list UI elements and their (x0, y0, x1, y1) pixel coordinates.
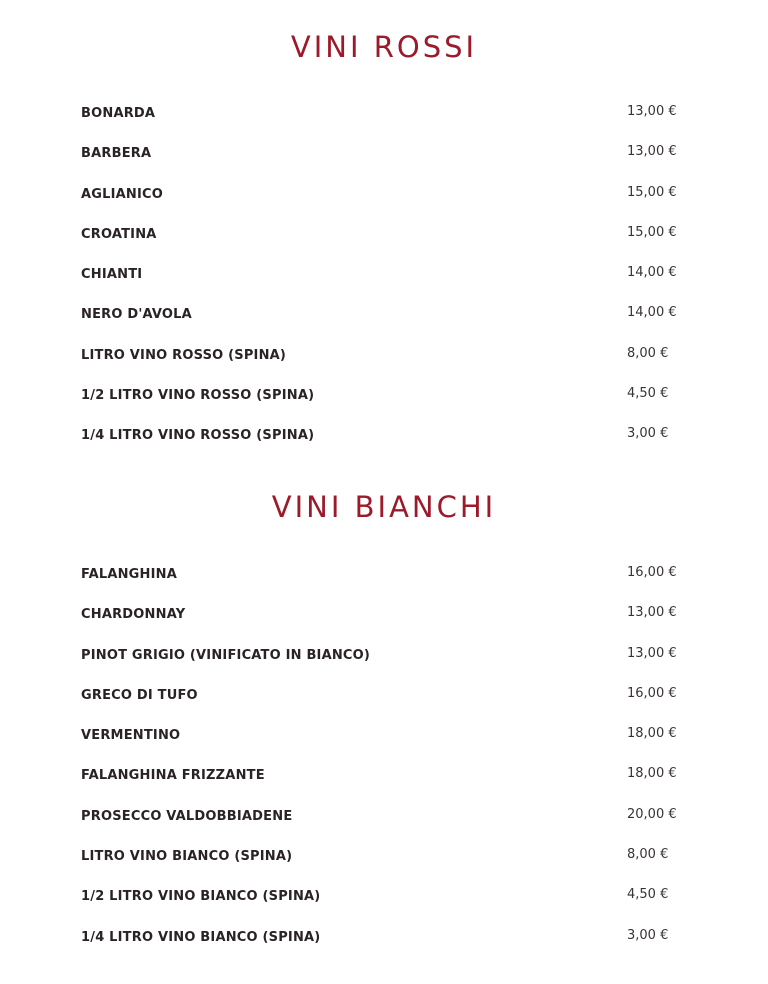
list-item (0, 845, 768, 885)
list-item (0, 563, 768, 603)
list-item (0, 424, 768, 464)
list-item (0, 805, 768, 845)
wine-name: BONARDA (81, 106, 156, 121)
wine-name: 1/4 LITRO VINO ROSSO (SPINA) (81, 428, 315, 444)
list-item (0, 183, 768, 223)
wine-name: GRECO DI TUFO (81, 687, 198, 703)
wine-price: 8,00 € (627, 345, 669, 361)
list-item (0, 764, 768, 804)
wine-name: BARBERA (81, 146, 152, 162)
wine-name: VERMENTINO (81, 728, 181, 744)
wine-price: 14,00 € (627, 305, 677, 321)
list-item (0, 684, 768, 724)
wine-price: 3,00 € (627, 426, 669, 442)
wine-price: 18,00 € (627, 726, 677, 742)
list-item (0, 102, 768, 142)
wine-name: CHARDONNAY (81, 607, 186, 623)
wine-price: 13,00 € (627, 605, 677, 621)
list-item (0, 926, 768, 966)
section-title-vini-rossi: VINI ROSSI (290, 30, 478, 64)
wine-name: 1/2 LITRO VINO ROSSO (SPINA) (81, 388, 315, 404)
list-item (0, 384, 768, 424)
list-item (0, 223, 768, 263)
wine-price: 16,00 € (627, 685, 677, 701)
wine-price: 3,00 € (627, 927, 669, 943)
section-title-vini-bianchi: VINI BIANCHI (271, 490, 497, 524)
list-item (0, 344, 768, 384)
wine-price: 15,00 € (627, 184, 677, 200)
wine-price: 13,00 € (627, 144, 677, 160)
wine-price: 4,50 € (627, 887, 669, 903)
wine-name: LITRO VINO BIANCO (SPINA) (81, 849, 293, 865)
wine-name: CROATINA (81, 226, 157, 242)
wine-name: 1/4 LITRO VINO BIANCO (SPINA) (81, 929, 321, 945)
wine-price: 13,00 € (627, 104, 677, 119)
wine-name: FALANGHINA (81, 567, 178, 582)
wine-list-bianchi (0, 563, 768, 966)
wine-price: 8,00 € (627, 847, 669, 863)
wine-price: 13,00 € (627, 645, 677, 661)
list-item (0, 885, 768, 925)
list-item (0, 644, 768, 684)
wine-price: 20,00 € (627, 806, 677, 822)
wine-name: PROSECCO VALDOBBIADENE (81, 808, 293, 824)
wine-name: LITRO VINO ROSSO (SPINA) (81, 347, 287, 363)
list-item (0, 303, 768, 343)
list-item (0, 263, 768, 303)
wine-list-rossi (0, 102, 768, 465)
wine-name: AGLIANICO (81, 186, 164, 202)
wine-name: NERO D'AVOLA (81, 307, 192, 323)
wine-name: 1/2 LITRO VINO BIANCO (SPINA) (81, 889, 321, 905)
list-item (0, 603, 768, 643)
wine-price: 16,00 € (627, 565, 677, 580)
wine-price: 15,00 € (627, 224, 677, 240)
list-item (0, 142, 768, 182)
wine-price: 4,50 € (627, 386, 669, 402)
list-item (0, 724, 768, 764)
wine-name: FALANGHINA FRIZZANTE (81, 768, 265, 784)
wine-price: 14,00 € (627, 265, 677, 281)
wine-name: CHIANTI (81, 267, 143, 283)
wine-price: 18,00 € (627, 766, 677, 782)
wine-name: PINOT GRIGIO (VINIFICATO IN BIANCO) (81, 647, 371, 663)
